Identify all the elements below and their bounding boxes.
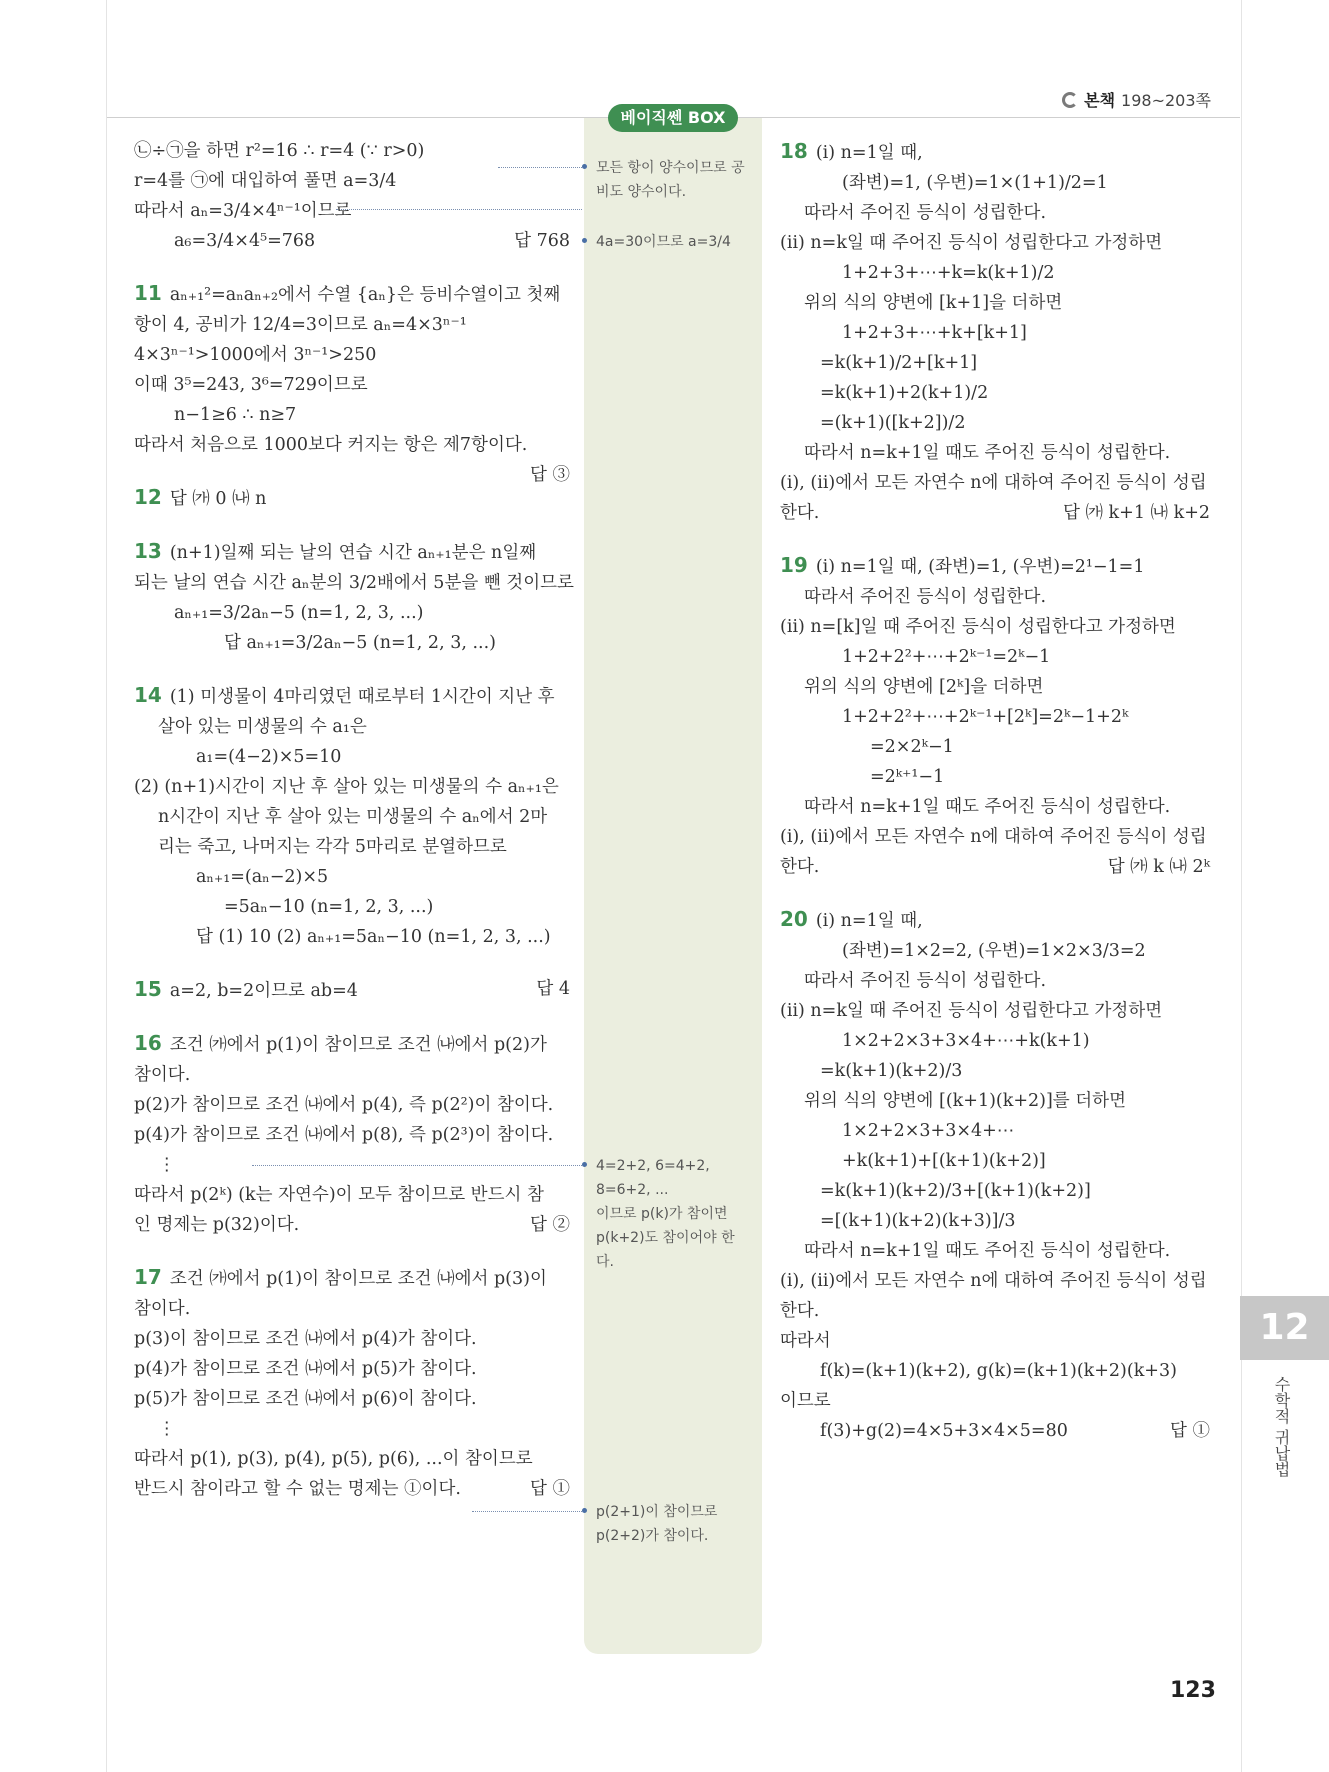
box-title: 베이직쎈 BOX [608, 104, 738, 132]
problem-number: 18 [780, 139, 808, 163]
line-text: 따라서 p(2ᵏ) (k는 자연수)이 모두 참이므로 반드시 참 [134, 1185, 544, 1205]
solution-line [780, 1356, 1210, 1386]
solution-line [134, 136, 570, 166]
problem-first-line [780, 136, 1210, 168]
line-text: =2×2ᵏ−1 [870, 737, 954, 757]
solution-line [780, 228, 1210, 258]
line-text: 위의 식의 양변에 [(k+1)(k+2)]를 더하면 [804, 1091, 1126, 1111]
solution-line [780, 498, 1210, 528]
note-bullet [582, 164, 587, 169]
book-label: 본책 [1084, 91, 1116, 110]
answer-mark: 답 ㈎ k ㈏ 2ᵏ [1107, 857, 1210, 877]
left-column [134, 136, 574, 1504]
line-text: aₙ₊₁=(aₙ−2)×5 [196, 867, 329, 887]
line-text: n시간이 지난 후 살아 있는 미생물의 수 aₙ에서 2마 [158, 807, 548, 827]
page-range: 198~203쪽 [1121, 91, 1211, 110]
line-text: 한다. [780, 857, 820, 877]
solution-line [780, 318, 1210, 348]
line-text: f(3)+g(2)=4×5+3×4×5=80 [820, 1421, 1068, 1441]
problem-number: 12 [134, 485, 162, 509]
box-column [584, 118, 762, 1654]
line-text: =k(k+1)(k+2)/3+[(k+1)(k+2)] [820, 1181, 1091, 1201]
line-text: aₙ₊₁=3/2aₙ−5 (n=1, 2, 3, ...) [174, 603, 424, 623]
solution-line [780, 672, 1210, 702]
line-text: 4×3ⁿ⁻¹>1000에서 3ⁿ⁻¹>250 [134, 345, 377, 365]
line-text: ㉡÷㉠을 하면 r²=16 ∴ r=4 (∵ r>0) [134, 141, 425, 161]
solution-line [780, 378, 1210, 408]
line-text: (ⅰ), (ⅱ)에서 모든 자연수 n에 대하여 주어진 등식이 성립 [780, 1271, 1207, 1291]
box-note [596, 1154, 735, 1274]
line-text: r=4를 ㉠에 대입하여 풀면 a=3/4 [134, 171, 397, 191]
line-text: 항이 4, 공비가 12/4=3이므로 aₙ=4×3ⁿ⁻¹ [134, 315, 467, 335]
reference-icon [1062, 92, 1078, 108]
solution-line [780, 1176, 1210, 1206]
line-text: 한다. [780, 503, 820, 523]
line-text: 한다. [780, 1301, 820, 1321]
line-text: 인 명제는 p(32)이다. [134, 1215, 300, 1235]
problem-gap [134, 460, 570, 482]
line-text: 따라서 주어진 등식이 성립한다. [804, 203, 1047, 223]
problem-first-line [134, 1028, 570, 1060]
solution-line [780, 582, 1210, 612]
line-text: 따라서 n=k+1일 때도 주어진 등식이 성립한다. [804, 797, 1171, 817]
answer-mark: 답 768 [514, 231, 570, 251]
line-text: (ⅱ) n=[k]일 때 주어진 등식이 성립한다고 가정하면 [780, 617, 1176, 637]
solution-line [780, 642, 1210, 672]
line-text: (ⅱ) n=k일 때 주어진 등식이 성립한다고 가정하면 [780, 233, 1163, 253]
solution-line [134, 1384, 570, 1414]
line-text: (ⅰ), (ⅱ)에서 모든 자연수 n에 대하여 주어진 등식이 성립 [780, 473, 1207, 493]
problem-first-line [780, 550, 1210, 582]
line-text: (1) 미생물이 4마리였던 때로부터 1시간이 지난 후 [169, 687, 555, 707]
solution-line [134, 310, 570, 340]
line-text: (ⅰ), (ⅱ)에서 모든 자연수 n에 대하여 주어진 등식이 성립 [780, 827, 1207, 847]
note-line: p(2+2)가 참이다. [596, 1528, 709, 1544]
solution-line [134, 1474, 570, 1504]
solution-line [780, 1086, 1210, 1116]
solution-line [780, 792, 1210, 822]
solution-line [134, 922, 570, 952]
solution-line [780, 936, 1210, 966]
solution-line [134, 340, 570, 370]
solution-line [780, 1266, 1210, 1296]
line-text: aₙ₊₁²=aₙaₙ₊₂에서 수열 {aₙ}은 등비수열이고 첫째 [169, 285, 561, 305]
line-text: (n+1)일째 되는 날의 연습 시간 aₙ₊₁분은 n일째 [169, 543, 537, 563]
line-text: 따라서 처음으로 1000보다 커지는 항은 제7항이다. [134, 435, 528, 455]
answer-mark: 답 ㈎ k+1 ㈏ k+2 [1063, 503, 1210, 523]
solution-line [134, 832, 570, 862]
solution-line [134, 370, 570, 400]
solution-line [134, 1294, 570, 1324]
note-line: 4a=30이므로 a=3/4 [596, 234, 731, 250]
solution-line [134, 166, 570, 196]
solution-line [134, 1150, 570, 1180]
line-text: 조건 ㈎에서 p(1)이 참이므로 조건 ㈏에서 p(2)가 [169, 1035, 547, 1055]
problem-number: 17 [134, 1265, 162, 1289]
problem-number: 13 [134, 539, 162, 563]
problem-first-line [134, 278, 570, 310]
line-text: ⋮ [158, 1419, 176, 1439]
solution-line [134, 430, 570, 460]
solution-line [134, 1324, 570, 1354]
note-bullet [582, 1508, 587, 1513]
note-line: 모든 항이 양수이므로 공 [596, 160, 745, 176]
line-text: n−1≥6 ∴ n≥7 [174, 405, 297, 425]
problem-number: 15 [134, 977, 162, 1001]
line-text: 참이다. [134, 1299, 191, 1319]
answer-mark: 답 ① [1170, 1421, 1210, 1441]
line-text: ⋮ [158, 1155, 176, 1175]
solution-line [780, 1386, 1210, 1416]
note-line: 비도 양수이다. [596, 184, 687, 200]
solution-line [780, 468, 1210, 498]
line-text: 리는 죽고, 나머지는 각각 5마리로 분열하므로 [158, 837, 507, 857]
line-text: =(k+1)([k+2])/2 [820, 413, 966, 433]
line-text: =k(k+1)(k+2)/3 [820, 1061, 963, 1081]
line-text: 답 (1) 10 (2) aₙ₊₁=5aₙ−10 (n=1, 2, 3, ...) [196, 927, 551, 947]
problem-number: 19 [780, 553, 808, 577]
line-text: 반드시 참이라고 할 수 없는 명제는 ①이다. [134, 1479, 461, 1499]
problem-first-line [134, 482, 570, 514]
line-text: +k(k+1)+[(k+1)(k+2)] [842, 1151, 1046, 1171]
solution-line [134, 802, 570, 832]
solution-line [134, 1354, 570, 1384]
line-text: 따라서 주어진 등식이 성립한다. [804, 971, 1047, 991]
solution-line [780, 762, 1210, 792]
line-text: 1×2+2×3+3×4+⋯+k(k+1) [842, 1031, 1090, 1051]
note-line: 이므로 p(k)가 참이면 [596, 1206, 728, 1222]
solution-line [134, 568, 574, 598]
solution-line [134, 1210, 570, 1240]
line-text: p(4)가 참이므로 조건 ㈏에서 p(5)가 참이다. [134, 1359, 477, 1379]
solution-line [780, 1146, 1210, 1176]
problem-first-line [134, 536, 570, 568]
solution-line [134, 862, 570, 892]
solution-line [780, 258, 1210, 288]
note-leader [472, 1511, 582, 1512]
solution-line [780, 966, 1210, 996]
solution-line [780, 1206, 1210, 1236]
solution-line [780, 822, 1210, 852]
problem-first-line [134, 680, 570, 712]
solution-line [134, 1090, 570, 1120]
problem-gap [134, 1006, 570, 1028]
line-text: 위의 식의 양변에 [2ᵏ]을 더하면 [804, 677, 1044, 697]
line-text: 이므로 [780, 1391, 831, 1411]
answer-mark: 답 ② [530, 1215, 570, 1235]
note-line: p(2+1)이 참이므로 [596, 1504, 718, 1520]
page-number: 123 [1170, 1678, 1216, 1703]
line-text: 따라서 n=k+1일 때도 주어진 등식이 성립한다. [804, 443, 1171, 463]
solution-line [134, 400, 570, 430]
solution-line [780, 1296, 1210, 1326]
line-text: 따라서 aₙ=3/4×4ⁿ⁻¹이므로 [134, 201, 352, 221]
solution-line [780, 1416, 1210, 1446]
chapter-tab-title: 수학적 귀납법 [1272, 1376, 1291, 1478]
line-text: p(3)이 참이므로 조건 ㈏에서 p(4)가 참이다. [134, 1329, 477, 1349]
line-text: 살아 있는 미생물의 수 a₁은 [158, 717, 367, 737]
answer-mark: 답 ① [530, 1479, 570, 1499]
line-text: 답 aₙ₊₁=3/2aₙ−5 (n=1, 2, 3, ...) [224, 633, 496, 653]
line-text: 따라서 [780, 1331, 831, 1351]
solution-line [780, 996, 1210, 1026]
problem-number: 20 [780, 907, 808, 931]
line-text: (ⅰ) n=1일 때, [815, 143, 923, 163]
line-text: 1+2+2²+⋯+2ᵏ⁻¹+[2ᵏ]=2ᵏ−1+2ᵏ [842, 707, 1129, 727]
line-text: 답 ㈎ 0 ㈏ n [169, 489, 267, 509]
solution-line [134, 1414, 570, 1444]
solution-line [780, 198, 1210, 228]
solution-line [134, 1060, 570, 1090]
line-text: =k(k+1)/2+[k+1] [820, 353, 978, 373]
line-text: a₁=(4−2)×5=10 [196, 747, 342, 767]
problem-first-line [134, 974, 570, 1006]
line-text: (ⅱ) n=k일 때 주어진 등식이 성립한다고 가정하면 [780, 1001, 1163, 1021]
line-text: (좌변)=1×2=2, (우변)=1×2×3/3=2 [842, 941, 1146, 961]
solution-line [780, 852, 1210, 882]
line-text: 이때 3⁵=243, 3⁶=729이므로 [134, 375, 368, 395]
solution-line [134, 598, 570, 628]
solution-line [780, 732, 1210, 762]
line-text: a₆=3/4×4⁵=768 [174, 231, 316, 251]
problem-number: 11 [134, 281, 162, 305]
line-text: =[(k+1)(k+2)(k+3)]/3 [820, 1211, 1016, 1231]
problem-gap [134, 1240, 570, 1262]
solution-line [780, 612, 1210, 642]
line-text: p(5)가 참이므로 조건 ㈏에서 p(6)이 참이다. [134, 1389, 477, 1409]
problem-number: 14 [134, 683, 162, 707]
line-text: 따라서 n=k+1일 때도 주어진 등식이 성립한다. [804, 1241, 1171, 1261]
solution-line [780, 408, 1210, 438]
line-text: p(2)가 참이므로 조건 ㈏에서 p(4), 즉 p(2²)이 참이다. [134, 1095, 554, 1115]
line-text: 1×2+2×3+3×4+⋯ [842, 1121, 1015, 1141]
problem-gap [134, 658, 570, 680]
note-bullet [582, 1162, 587, 1167]
solution-line [780, 438, 1210, 468]
box-note [596, 1500, 717, 1548]
solution-line [780, 168, 1210, 198]
problem-gap [780, 882, 1210, 904]
answer-mark: 답 4 [536, 979, 570, 999]
right-column [780, 136, 1210, 1446]
box-note [596, 230, 731, 254]
solution-line [134, 772, 570, 802]
solution-line [134, 196, 570, 226]
solution-line [780, 1236, 1210, 1266]
solution-line [134, 742, 570, 772]
solution-line [780, 1326, 1210, 1356]
note-line: 다. [596, 1254, 614, 1270]
problem-gap [134, 256, 570, 278]
solution-line [780, 1116, 1210, 1146]
page-reference [1062, 88, 1211, 111]
line-text: =2ᵏ⁺¹−1 [870, 767, 945, 787]
note-line: 8=6+2, ... [596, 1182, 669, 1198]
line-text: (ⅰ) n=1일 때, (좌변)=1, (우변)=2¹−1=1 [815, 557, 1145, 577]
solution-line [780, 288, 1210, 318]
line-text: =k(k+1)+2(k+1)/2 [820, 383, 989, 403]
problem-number: 16 [134, 1031, 162, 1055]
line-text: (ⅰ) n=1일 때, [815, 911, 923, 931]
note-bullet [582, 238, 587, 243]
line-text: f(k)=(k+1)(k+2), g(k)=(k+1)(k+2)(k+3) [820, 1361, 1177, 1381]
line-text: 되는 날의 연습 시간 aₙ분의 3/2배에서 5분을 뺀 것이므로 [134, 573, 574, 593]
solution-line [134, 1120, 570, 1150]
solution-line [780, 1056, 1210, 1086]
solution-line [134, 892, 570, 922]
answer-mark: 답 ③ [530, 465, 570, 485]
solution-line [134, 628, 570, 658]
solution-line [134, 712, 570, 742]
line-text: 따라서 주어진 등식이 성립한다. [804, 587, 1047, 607]
line-text: 참이다. [134, 1065, 191, 1085]
solution-line [134, 226, 570, 256]
chapter-tab[interactable]: 12 [1240, 1296, 1329, 1360]
line-text: (좌변)=1, (우변)=1×(1+1)/2=1 [842, 173, 1108, 193]
solution-line [134, 1180, 570, 1210]
line-text: (2) (n+1)시간이 지난 후 살아 있는 미생물의 수 aₙ₊₁은 [134, 777, 559, 797]
solution-line [780, 348, 1210, 378]
solution-line [780, 1026, 1210, 1056]
line-text: 위의 식의 양변에 [k+1]을 더하면 [804, 293, 1063, 313]
line-text: 1+2+3+⋯+k=k(k+1)/2 [842, 263, 1055, 283]
line-text: =5aₙ−10 (n=1, 2, 3, ...) [224, 897, 434, 917]
line-text: a=2, b=2이므로 ab=4 [169, 981, 358, 1001]
problem-first-line [780, 904, 1210, 936]
solution-line [780, 702, 1210, 732]
box-note [596, 156, 745, 204]
line-text: 조건 ㈎에서 p(1)이 참이므로 조건 ㈏에서 p(3)이 [169, 1269, 547, 1289]
note-line: p(k+2)도 참이어야 한 [596, 1230, 735, 1246]
line-text: p(4)가 참이므로 조건 ㈏에서 p(8), 즉 p(2³)이 참이다. [134, 1125, 554, 1145]
problem-first-line [134, 1262, 570, 1294]
note-line: 4=2+2, 6=4+2, [596, 1158, 710, 1174]
problem-gap [780, 528, 1210, 550]
solution-line [134, 1444, 570, 1474]
problem-gap [134, 952, 570, 974]
line-text: 1+2+3+⋯+k+[k+1] [842, 323, 1027, 343]
problem-gap [134, 514, 570, 536]
line-text: 따라서 p(1), p(3), p(4), p(5), p(6), ...이 참이므로 [134, 1449, 533, 1469]
line-text: 1+2+2²+⋯+2ᵏ⁻¹=2ᵏ−1 [842, 647, 1051, 667]
